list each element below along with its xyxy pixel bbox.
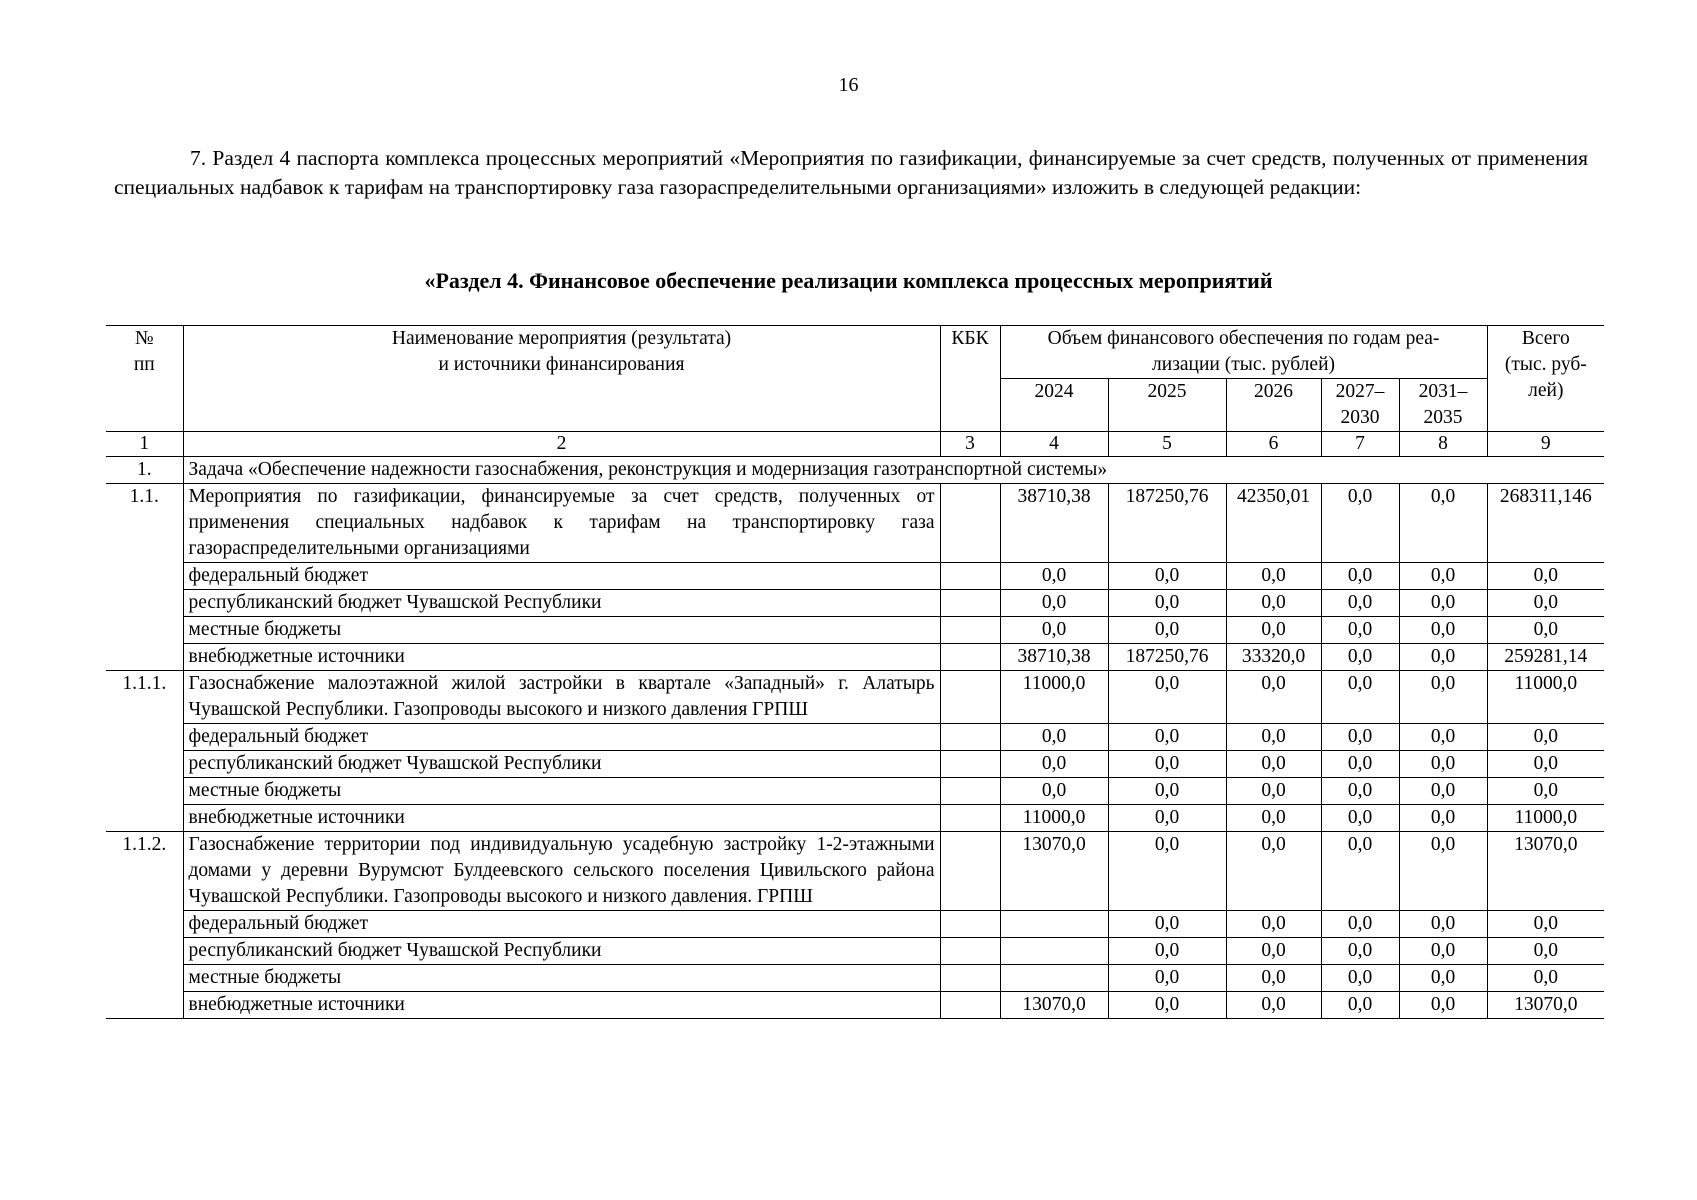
- funding-source-name: внебюджетные источники: [183, 805, 940, 832]
- year-value: 0,0: [1399, 965, 1487, 992]
- activity-row: [106, 671, 1604, 724]
- total-value: 0,0: [1487, 724, 1604, 751]
- kbk-cell: [940, 617, 1000, 644]
- kbk-cell: [940, 992, 1000, 1019]
- total-value: 0,0: [1487, 911, 1604, 938]
- year-value: 0,0: [1321, 832, 1399, 911]
- funding-source-name: местные бюджеты: [183, 965, 940, 992]
- kbk-cell: [940, 644, 1000, 671]
- kbk-cell: [940, 911, 1000, 938]
- activity-name: Мероприятия по газификации, финансируемые за счет средств, полученных от применения специальных надбавок к тарифам на транспортировку газа газораспределительными организациями: [183, 484, 940, 563]
- kbk-cell: [940, 938, 1000, 965]
- year-value: 0,0: [1108, 724, 1226, 751]
- year-value: 0,0: [1399, 563, 1487, 590]
- year-value: 0,0: [1399, 911, 1487, 938]
- index-cell: 3: [940, 432, 1000, 457]
- year-value: 0,0: [1321, 671, 1399, 724]
- year-value: 0,0: [1399, 832, 1487, 911]
- row-number: [106, 938, 183, 965]
- funding-source-name: внебюджетные источники: [183, 992, 940, 1019]
- year-value: [1000, 911, 1108, 938]
- year-value: 0,0: [1108, 832, 1226, 911]
- total-value: 0,0: [1487, 617, 1604, 644]
- row-number: 1.1.1.: [106, 671, 183, 724]
- year-value: 0,0: [1226, 938, 1321, 965]
- source-row: [106, 751, 1604, 778]
- activity-row: [106, 484, 1604, 563]
- year-value: 187250,76: [1108, 644, 1226, 671]
- source-row: [106, 805, 1604, 832]
- total-value: 0,0: [1487, 563, 1604, 590]
- year-value: 0,0: [1399, 644, 1487, 671]
- index-cell: 8: [1399, 432, 1487, 457]
- total-value: 11000,0: [1487, 805, 1604, 832]
- row-number: [106, 617, 183, 644]
- header-total: Всего (тыс. руб- лей): [1487, 326, 1604, 432]
- kbk-cell: [940, 724, 1000, 751]
- page-number: 16: [838, 74, 859, 96]
- year-value: 0,0: [1321, 644, 1399, 671]
- row-number: [106, 751, 183, 778]
- year-value: 0,0: [1399, 938, 1487, 965]
- row-number: 1.1.2.: [106, 832, 183, 911]
- year-value: 0,0: [1321, 484, 1399, 563]
- year-value: 0,0: [1108, 617, 1226, 644]
- row-number: [106, 965, 183, 992]
- year-value: 0,0: [1321, 590, 1399, 617]
- row-number: [106, 992, 183, 1019]
- year-value: 0,0: [1226, 805, 1321, 832]
- year-value: 0,0: [1108, 938, 1226, 965]
- year-value: 0,0: [1226, 992, 1321, 1019]
- header-no: № пп: [106, 326, 183, 432]
- year-value: 0,0: [1226, 778, 1321, 805]
- total-value: 13070,0: [1487, 992, 1604, 1019]
- year-value: 0,0: [1000, 563, 1108, 590]
- header-year: 2027– 2030: [1321, 379, 1399, 432]
- year-value: 38710,38: [1000, 644, 1108, 671]
- header-year: 2026: [1226, 379, 1321, 432]
- year-value: 0,0: [1399, 671, 1487, 724]
- year-value: 0,0: [1108, 563, 1226, 590]
- year-value: 0,0: [1108, 778, 1226, 805]
- year-value: 0,0: [1108, 590, 1226, 617]
- kbk-cell: [940, 965, 1000, 992]
- funding-source-name: местные бюджеты: [183, 778, 940, 805]
- total-value: 0,0: [1487, 965, 1604, 992]
- source-row: [106, 617, 1604, 644]
- kbk-cell: [940, 671, 1000, 724]
- year-value: 0,0: [1226, 965, 1321, 992]
- header-name: Наименование мероприятия (результата) и источники финансирования: [183, 326, 940, 432]
- year-value: 0,0: [1226, 590, 1321, 617]
- year-value: 0,0: [1321, 724, 1399, 751]
- source-row: [106, 938, 1604, 965]
- year-value: [1000, 965, 1108, 992]
- year-value: 11000,0: [1000, 671, 1108, 724]
- header-year: 2031– 2035: [1399, 379, 1487, 432]
- year-value: 0,0: [1226, 617, 1321, 644]
- source-row: [106, 563, 1604, 590]
- kbk-cell: [940, 751, 1000, 778]
- total-value: 0,0: [1487, 778, 1604, 805]
- row-number: 1.1.: [106, 484, 183, 563]
- year-value: 0,0: [1000, 778, 1108, 805]
- task-number: 1.: [106, 457, 183, 484]
- year-value: 0,0: [1226, 563, 1321, 590]
- kbk-cell: [940, 778, 1000, 805]
- year-value: 0,0: [1108, 911, 1226, 938]
- year-value: 0,0: [1321, 751, 1399, 778]
- year-value: 13070,0: [1000, 992, 1108, 1019]
- source-row: [106, 965, 1604, 992]
- funding-source-name: республиканский бюджет Чувашской Республики: [183, 590, 940, 617]
- year-value: 0,0: [1000, 724, 1108, 751]
- row-number: [106, 778, 183, 805]
- funding-source-name: республиканский бюджет Чувашской Республики: [183, 938, 940, 965]
- kbk-cell: [940, 590, 1000, 617]
- year-value: 0,0: [1226, 751, 1321, 778]
- funding-source-name: внебюджетные источники: [183, 644, 940, 671]
- activity-name: Газоснабжение территории под индивидуальную усадебную застройку 1-2-этажными домами у деревни Вурумсют Булдеевского сельского поселения Цивильского района Чувашской Республики. Газопроводы высокого и низкого давления. ГРПШ: [183, 832, 940, 911]
- year-value: 0,0: [1399, 778, 1487, 805]
- source-row: [106, 644, 1604, 671]
- row-number: [106, 805, 183, 832]
- row-number: [106, 911, 183, 938]
- year-value: 0,0: [1108, 751, 1226, 778]
- activity-name: Газоснабжение малоэтажной жилой застройки в квартале «Западный» г. Алатырь Чувашской Республики. Газопроводы высокого и низкого давления ГРПШ: [183, 671, 940, 724]
- total-value: 11000,0: [1487, 671, 1604, 724]
- year-value: 0,0: [1108, 992, 1226, 1019]
- year-value: 0,0: [1321, 965, 1399, 992]
- header-kbk: КБК: [940, 326, 1000, 432]
- year-value: 0,0: [1321, 805, 1399, 832]
- index-row: [106, 432, 1604, 457]
- year-value: 13070,0: [1000, 832, 1108, 911]
- year-value: 0,0: [1000, 590, 1108, 617]
- funding-source-name: федеральный бюджет: [183, 563, 940, 590]
- year-value: 0,0: [1108, 805, 1226, 832]
- index-cell: 2: [183, 432, 940, 457]
- year-value: 0,0: [1321, 617, 1399, 644]
- source-row: [106, 778, 1604, 805]
- index-cell: 1: [106, 432, 183, 457]
- year-value: 33320,0: [1226, 644, 1321, 671]
- year-value: 0,0: [1399, 805, 1487, 832]
- year-value: 0,0: [1321, 778, 1399, 805]
- row-number: [106, 724, 183, 751]
- year-value: 0,0: [1321, 992, 1399, 1019]
- total-value: 0,0: [1487, 590, 1604, 617]
- total-value: 259281,14: [1487, 644, 1604, 671]
- index-cell: 4: [1000, 432, 1108, 457]
- year-value: 0,0: [1108, 671, 1226, 724]
- year-value: 0,0: [1399, 992, 1487, 1019]
- header-year: 2024: [1000, 379, 1108, 432]
- year-value: 0,0: [1000, 751, 1108, 778]
- index-cell: 9: [1487, 432, 1604, 457]
- year-value: 42350,01: [1226, 484, 1321, 563]
- kbk-cell: [940, 563, 1000, 590]
- year-value: 38710,38: [1000, 484, 1108, 563]
- year-value: 0,0: [1226, 832, 1321, 911]
- year-value: 0,0: [1399, 751, 1487, 778]
- source-row: [106, 724, 1604, 751]
- row-number: [106, 563, 183, 590]
- funding-source-name: федеральный бюджет: [183, 724, 940, 751]
- year-value: 0,0: [1226, 724, 1321, 751]
- index-cell: 6: [1226, 432, 1321, 457]
- total-value: 0,0: [1487, 938, 1604, 965]
- year-value: 0,0: [1321, 563, 1399, 590]
- task-text: Задача «Обеспечение надежности газоснабжения, реконструкция и модернизация газотранспортной системы»: [183, 457, 1604, 484]
- year-value: 0,0: [1399, 484, 1487, 563]
- year-value: 0,0: [1399, 724, 1487, 751]
- year-value: 0,0: [1321, 938, 1399, 965]
- total-value: 0,0: [1487, 751, 1604, 778]
- header-year: 2025: [1108, 379, 1226, 432]
- year-value: 0,0: [1226, 911, 1321, 938]
- kbk-cell: [940, 484, 1000, 563]
- source-row: [106, 911, 1604, 938]
- funding-source-name: федеральный бюджет: [183, 911, 940, 938]
- intro-paragraph: 7. Раздел 4 паспорта комплекса процессных мероприятий «Мероприятия по газификации, финансируемые за счет средств, полученных от применения специальных надбавок к тарифам на транспортировку газа газораспределительными организациями» изложить в следующей редакции:: [114, 146, 1588, 199]
- index-cell: 7: [1321, 432, 1399, 457]
- year-value: 0,0: [1399, 617, 1487, 644]
- year-value: 0,0: [1321, 911, 1399, 938]
- total-value: 268311,146: [1487, 484, 1604, 563]
- year-value: [1000, 938, 1108, 965]
- year-value: 0,0: [1226, 671, 1321, 724]
- header-volume: Объем финансового обеспечения по годам реа- лизации (тыс. рублей): [1000, 326, 1487, 379]
- activity-row: [106, 832, 1604, 911]
- year-value: 0,0: [1000, 617, 1108, 644]
- funding-source-name: республиканский бюджет Чувашской Республики: [183, 751, 940, 778]
- section-title: «Раздел 4. Финансовое обеспечение реализации комплекса процессных мероприятий: [424, 268, 1273, 293]
- year-value: 0,0: [1108, 965, 1226, 992]
- source-row: [106, 992, 1604, 1019]
- financial-table: [106, 325, 1604, 1019]
- source-row: [106, 590, 1604, 617]
- year-value: 11000,0: [1000, 805, 1108, 832]
- year-value: 0,0: [1399, 590, 1487, 617]
- index-cell: 5: [1108, 432, 1226, 457]
- kbk-cell: [940, 832, 1000, 911]
- total-value: 13070,0: [1487, 832, 1604, 911]
- row-number: [106, 590, 183, 617]
- funding-source-name: местные бюджеты: [183, 617, 940, 644]
- row-number: [106, 644, 183, 671]
- task-row: [106, 457, 1604, 484]
- year-value: 187250,76: [1108, 484, 1226, 563]
- kbk-cell: [940, 805, 1000, 832]
